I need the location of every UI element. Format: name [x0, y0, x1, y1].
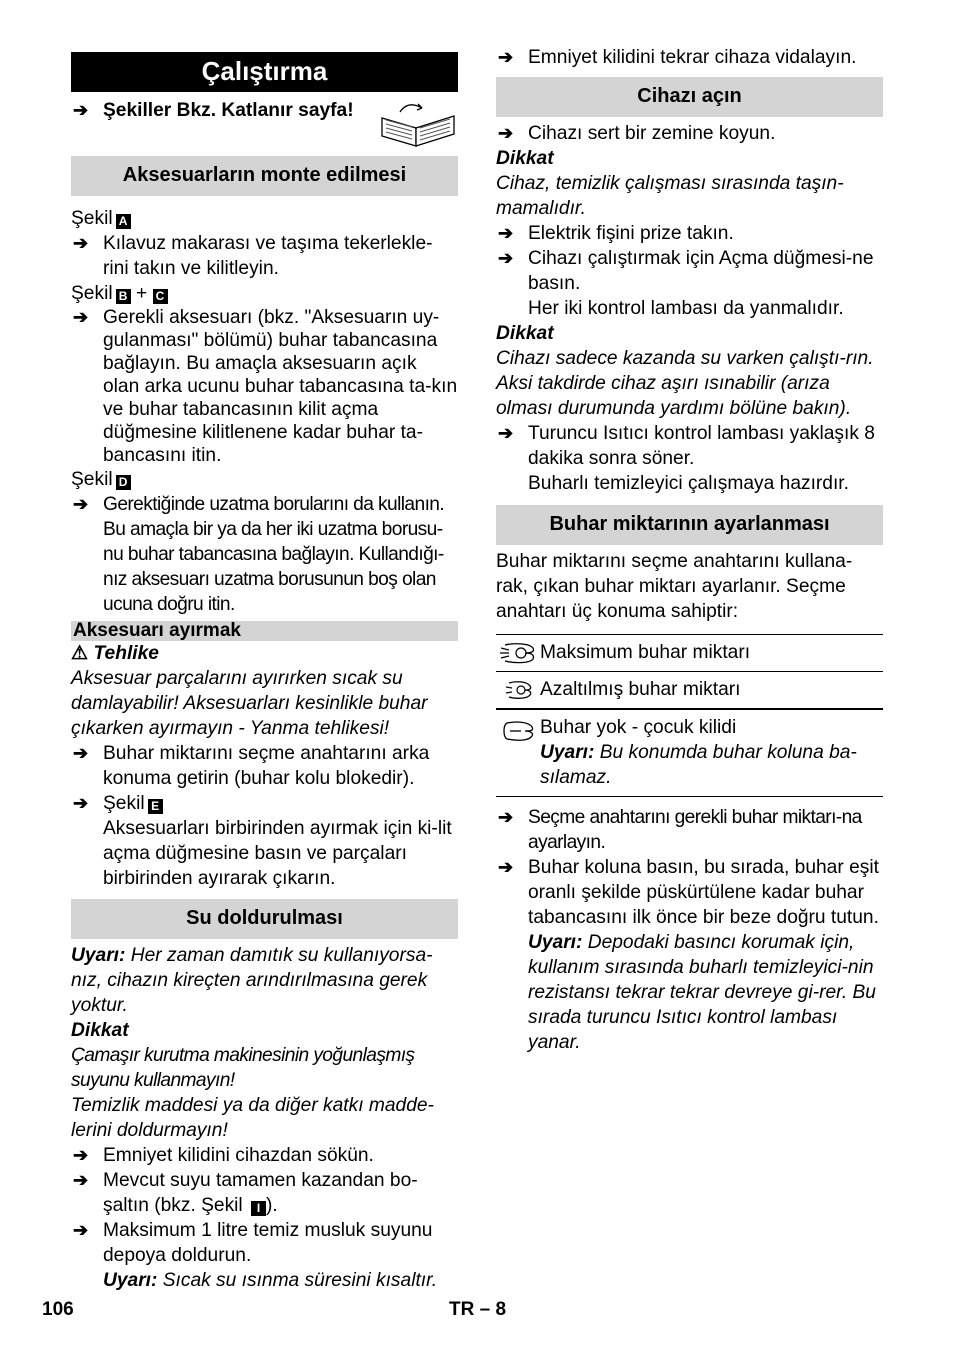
figure-badge: A	[116, 214, 131, 229]
list-item: ➔ Cihazı sert bir zemine koyun.	[498, 123, 776, 144]
list-item: ➔ Gerekli aksesuarı (bkz. "Aksesuarın uy-gulanması" bölümü) buhar tabancasına bağlayın. Bu amaçla aksesuarın açık olan arka ucunu buhar tabancasına ta-kın ve buhar tabancasının kilit açma düğmesine kilitlenene kadar buhar ta-bancasını itin.	[73, 307, 458, 466]
figure-badge: C	[153, 289, 168, 304]
arrow-right-icon: ➔	[73, 1145, 89, 1165]
page-number: 106	[42, 1299, 74, 1320]
list-item: ➔ Kılavuz makarası ve taşıma tekerlekle-rini takın ve kilitleyin.	[73, 233, 433, 279]
indented-text: Buharlı temizleyici çalışmaya hazırdır.	[528, 473, 849, 494]
figure-ref-bc: Şekil B + C	[71, 281, 458, 306]
page-language-index: TR – 8	[449, 1299, 507, 1320]
arrow-right-icon: ➔	[498, 248, 514, 268]
arrow-right-icon: ➔	[73, 1220, 89, 1240]
list-item: ➔ Cihazı çalıştırmak için Açma düğmesi-ne basın.	[498, 248, 874, 294]
water-note: Uyarı: Her zaman damıtık su kullanıyorsa-nız, cihazın kireçten arındırılmasına gerek yoktur.	[71, 945, 433, 1016]
arrow-right-icon: ➔	[73, 1170, 89, 1190]
arrow-right-icon: ➔	[498, 807, 513, 827]
child-lock-icon	[496, 710, 540, 748]
max-steam-icon	[496, 635, 540, 670]
steam-note: Uyarı: Depodaki basıncı korumak için, kullanım sırasında buharlı temizleyici-nin rezistansı tekrar tekrar devreye gi-rer. Bu sırada turuncu Isıtıcı kontrol lambası yanar.	[528, 932, 876, 1053]
arrow-right-icon: ➔	[73, 793, 89, 813]
left-column	[71, 52, 458, 1293]
arrow-right-icon: ➔	[498, 47, 514, 67]
list-item: ➔ Emniyet kilidini tekrar cihaza vidalayın.	[498, 47, 857, 68]
arrow-right-icon: ➔	[73, 100, 89, 120]
arrow-right-icon: ➔	[73, 307, 89, 327]
steam-intro: Buhar miktarını seçme anahtarını kullana-rak, çıkan buhar miktarı ayarlanır. Seçme anahtarı üç konuma sahiptir:	[496, 551, 853, 622]
caution-heading: Dikkat	[71, 1020, 129, 1041]
figure-badge: E	[148, 799, 163, 814]
list-item: ➔ Mevcut suyu tamamen kazandan bo-şaltın (bkz. Şekil I ).	[73, 1170, 418, 1216]
page-title: Çalıştırma	[71, 52, 458, 92]
danger-heading: ⚠ Tehlike	[71, 643, 159, 664]
right-column	[496, 45, 883, 1055]
open-book-icon	[378, 98, 458, 148]
list-item: ➔ Şekil E	[71, 791, 458, 816]
remove-text: Aksesuarları birbirinden ayırmak için ki-lit açma düğmesine basın ve parçaları birbirinden ayırarak çıkarın.	[103, 818, 452, 889]
caution-text: Temizlik maddesi ya da diğer katkı madde-lerini doldurmayın!	[71, 1095, 434, 1141]
caution-heading: Dikkat	[496, 148, 554, 169]
arrow-right-icon: ➔	[73, 233, 89, 253]
see-figures-note: ➔ Şekiller Bkz. Katlanır sayfa!	[71, 98, 458, 156]
selector-row-none: Buhar yok - çocuk kilidi Uyarı: Bu konumda buhar koluna ba-sılamaz.	[496, 709, 883, 797]
arrow-right-icon: ➔	[498, 423, 514, 443]
section-heading-remove: Aksesuarı ayırmak	[71, 621, 458, 641]
list-item: ➔ Elektrik fişini prize takın.	[498, 223, 734, 244]
caution-text: Çamaşır kurutma makinesinin yoğunlaşmış suyunu kullanmayın!	[71, 1045, 415, 1091]
danger-text: Aksesuar parçalarını ayırırken sıcak su damlayabilir! Aksesuarları kesinlikle buhar çıkarken ayırmayın - Yanma tehlikesi!	[71, 668, 428, 739]
list-item: ➔ Maksimum 1 litre temiz musluk suyunu depoya doldurun.	[73, 1220, 433, 1266]
selector-row-max: Maksimum buhar miktarı	[496, 635, 883, 672]
figure-badge: D	[116, 475, 131, 490]
selector-table	[496, 634, 883, 797]
list-item: ➔ Buhar koluna basın, bu sırada, buhar eşit oranlı şekilde püskürtülene kadar buhar tabancasını ilk önce bir beze doğru tutun.	[498, 857, 879, 928]
list-item: ➔ Seçme anahtarını gerekli buhar miktarı-na ayarlayın.	[498, 807, 862, 853]
figure-ref-d: Şekil D	[71, 467, 458, 492]
reduced-steam-icon	[496, 672, 540, 707]
figure-badge: B	[116, 289, 131, 304]
section-heading-mount: Aksesuarların monte edilmesi	[71, 156, 458, 196]
water-note-2: Uyarı: Sıcak su ısınma süresini kısaltır.	[103, 1270, 438, 1291]
list-item: ➔ Emniyet kilidini cihazdan sökün.	[73, 1145, 374, 1166]
caution-heading: Dikkat	[496, 323, 554, 344]
section-heading-on: Cihazı açın	[496, 77, 883, 117]
arrow-right-icon: ➔	[73, 494, 88, 514]
caution-text: Cihaz, temizlik çalışması sırasında taşın-mamalıdır.	[496, 173, 844, 219]
figure-ref-a: Şekil A	[71, 206, 458, 231]
arrow-right-icon: ➔	[498, 123, 514, 143]
list-item: ➔ Buhar miktarını seçme anahtarını arka konuma getirin (buhar kolu blokedir).	[73, 743, 430, 789]
arrow-right-icon: ➔	[73, 743, 89, 763]
list-item: ➔ Turuncu Isıtıcı kontrol lambası yaklaşık 8 dakika sonra söner.	[498, 423, 875, 469]
indented-text: Her iki kontrol lambası da yanmalıdır.	[528, 298, 844, 319]
arrow-right-icon: ➔	[498, 857, 514, 877]
figure-badge: I	[251, 1201, 266, 1216]
selector-row-reduced: Azaltılmış buhar miktarı	[496, 672, 883, 709]
arrow-right-icon: ➔	[498, 223, 514, 243]
caution-text: Cihazı sadece kazanda su varken çalıştı-rın. Aksi takdirde cihaz aşırı ısınabilir (arıza olması durumunda yardımı bölüne bakın).	[496, 348, 874, 419]
warning-icon: ⚠	[71, 643, 89, 664]
section-heading-steam: Buhar miktarının ayarlanması	[496, 505, 883, 545]
list-item: ➔ Gerektiğinde uzatma borularını da kullanın. Bu amaçla bir ya da her iki uzatma borusu-nu buhar tabancasına bağlayın. Kullandığı-nız aksesuarı uzatma borusunun boş olan ucuna doğru itin.	[73, 494, 445, 615]
section-heading-water: Su doldurulması	[71, 899, 458, 939]
